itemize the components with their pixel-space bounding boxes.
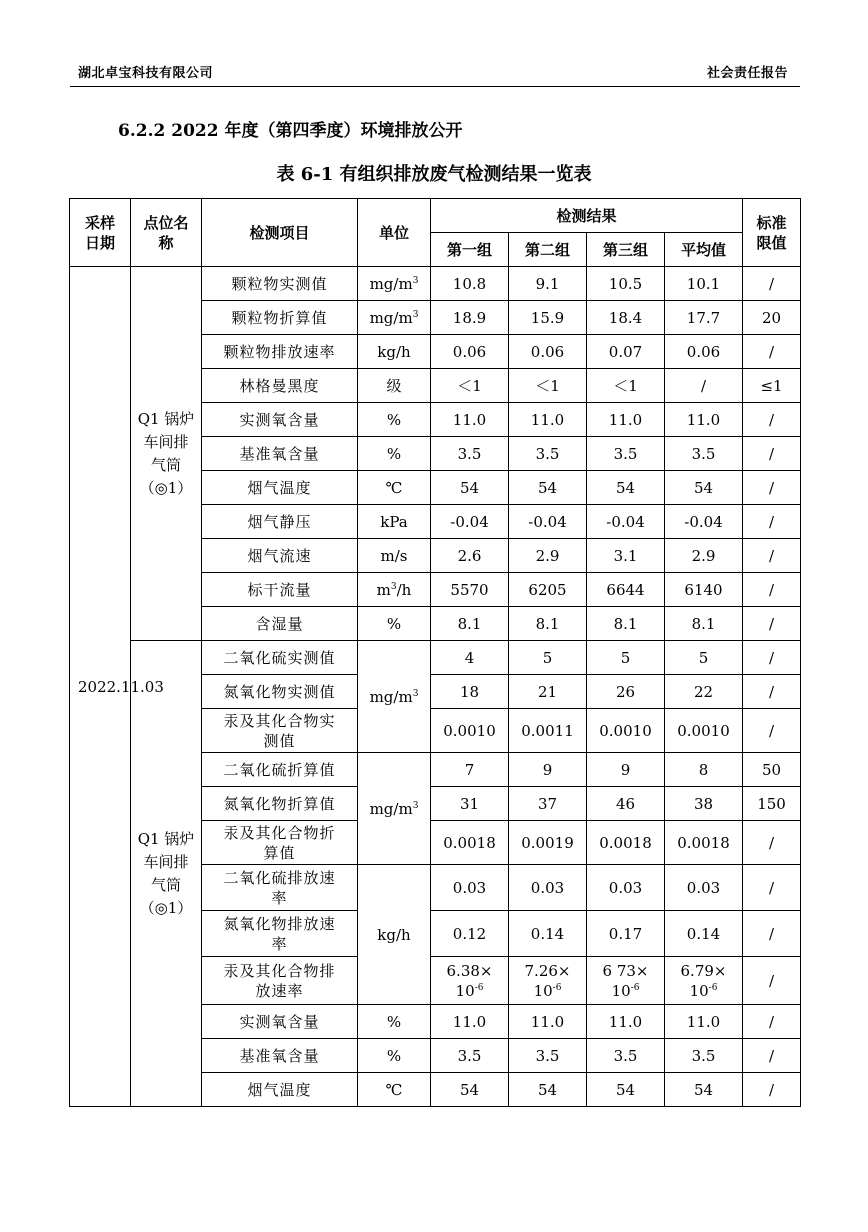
standard-limit: / [743, 957, 801, 1005]
value-g1: 2.6 [431, 539, 509, 573]
value-g2: 0.03 [509, 865, 587, 911]
value-g3: 18.4 [587, 301, 665, 335]
value-avg: 0.0010 [665, 709, 743, 753]
value-g3: -0.04 [587, 505, 665, 539]
value-g3: 6 73× $10^{-6}$ [587, 957, 665, 1005]
value-avg: 54 [665, 1073, 743, 1107]
value-avg: 6140 [665, 573, 743, 607]
value-g3: 0.17 [587, 911, 665, 957]
value-g1: 54 [431, 471, 509, 505]
item-name: 二氧化硫折算值 [202, 753, 358, 787]
value-g1: 10.8 [431, 267, 509, 301]
value-g2: 3.5 [509, 437, 587, 471]
value-g2: 0.14 [509, 911, 587, 957]
value-g2: 54 [509, 1073, 587, 1107]
value-g1: 11.0 [431, 403, 509, 437]
value-g3: 6644 [587, 573, 665, 607]
col-point: 点位名称 [131, 199, 202, 267]
value-g1: 8.1 [431, 607, 509, 641]
standard-limit: / [743, 675, 801, 709]
value-g1: 4 [431, 641, 509, 675]
value-g2: 9.1 [509, 267, 587, 301]
value-g2: 0.0019 [509, 821, 587, 865]
value-g3: 11.0 [587, 403, 665, 437]
value-avg: 8.1 [665, 607, 743, 641]
unit: $m^3/h$ [358, 573, 431, 607]
col-average: 平均值 [665, 233, 743, 267]
value-g2: 6205 [509, 573, 587, 607]
value-g3: 3.1 [587, 539, 665, 573]
sample-date: 2022.11.03 [70, 267, 131, 1107]
col-group-1: 第一组 [431, 233, 509, 267]
value-avg: 2.9 [665, 539, 743, 573]
value-g1: 0.03 [431, 865, 509, 911]
table-row [70, 641, 801, 675]
standard-limit: 150 [743, 787, 801, 821]
value-g3: 9 [587, 753, 665, 787]
value-g3: 26 [587, 675, 665, 709]
unit: % [358, 1005, 431, 1039]
value-g2: 2.9 [509, 539, 587, 573]
standard-limit: / [743, 641, 801, 675]
value-avg: / [665, 369, 743, 403]
col-group-2: 第二组 [509, 233, 587, 267]
value-g3: 3.5 [587, 1039, 665, 1073]
value-g2: -0.04 [509, 505, 587, 539]
col-date: 采样日期 [70, 199, 131, 267]
value-avg: 10.1 [665, 267, 743, 301]
item-name: 烟气流速 [202, 539, 358, 573]
value-avg: 3.5 [665, 437, 743, 471]
item-name: 氮氧化物排放速率 [202, 911, 358, 957]
standard-limit: / [743, 1073, 801, 1107]
value-g2: 11.0 [509, 1005, 587, 1039]
emission-results-table [69, 198, 801, 1107]
point-name-q1-b: Q1 锅炉车间排气筒（◎1） [131, 641, 202, 1107]
value-g1: 0.06 [431, 335, 509, 369]
unit: % [358, 607, 431, 641]
value-g3: 54 [587, 471, 665, 505]
unit: % [358, 1039, 431, 1073]
standard-limit: / [743, 1005, 801, 1039]
item-name: 含湿量 [202, 607, 358, 641]
value-g3: 8.1 [587, 607, 665, 641]
value-g1: 54 [431, 1073, 509, 1107]
value-g1: 0.12 [431, 911, 509, 957]
value-avg: 38 [665, 787, 743, 821]
value-g3: 46 [587, 787, 665, 821]
value-g2: 9 [509, 753, 587, 787]
item-name: 汞及其化合物实测值 [202, 709, 358, 753]
value-g3: ＜1 [587, 369, 665, 403]
item-name: 烟气温度 [202, 1073, 358, 1107]
value-avg: 8 [665, 753, 743, 787]
value-avg: 11.0 [665, 1005, 743, 1039]
unit: 级 [358, 369, 431, 403]
report-name: 社会责任报告 [706, 66, 788, 81]
standard-limit: / [743, 911, 801, 957]
unit: $mg/m^3$ [358, 301, 431, 335]
value-g3: 5 [587, 641, 665, 675]
unit: % [358, 437, 431, 471]
table-caption: 表 6-1 有组织排放废气检测结果一览表 [276, 164, 592, 185]
value-g2: 21 [509, 675, 587, 709]
standard-limit: / [743, 865, 801, 911]
unit: ℃ [358, 471, 431, 505]
value-g2: 54 [509, 471, 587, 505]
value-g2: 11.0 [509, 403, 587, 437]
point-name-q1-a: Q1 锅炉车间排气筒（◎1） [131, 267, 202, 641]
standard-limit: / [743, 267, 801, 301]
standard-limit: / [743, 709, 801, 753]
item-name: 颗粒物折算值 [202, 301, 358, 335]
value-g1: 0.0018 [431, 821, 509, 865]
col-group-3: 第三组 [587, 233, 665, 267]
value-avg: 0.0018 [665, 821, 743, 865]
standard-limit: / [743, 607, 801, 641]
item-name: 汞及其化合物折算值 [202, 821, 358, 865]
value-g2: 7.26× $10^{-6}$ [509, 957, 587, 1005]
item-name: 实测氧含量 [202, 1005, 358, 1039]
item-name: 氮氧化物折算值 [202, 787, 358, 821]
standard-limit: / [743, 335, 801, 369]
value-g1: 5570 [431, 573, 509, 607]
value-avg: 22 [665, 675, 743, 709]
item-name: 二氧化硫排放速率 [202, 865, 358, 911]
value-g2: ＜1 [509, 369, 587, 403]
header-divider [70, 86, 800, 87]
value-g3: 0.07 [587, 335, 665, 369]
value-g2: 15.9 [509, 301, 587, 335]
item-name: 烟气温度 [202, 471, 358, 505]
value-g1: 31 [431, 787, 509, 821]
value-g3: 10.5 [587, 267, 665, 301]
standard-limit: 20 [743, 301, 801, 335]
value-avg: 54 [665, 471, 743, 505]
value-g1: 6.38× $10^{-6}$ [431, 957, 509, 1005]
value-g1: 18 [431, 675, 509, 709]
col-unit: 单位 [358, 199, 431, 267]
value-avg: 11.0 [665, 403, 743, 437]
item-name: 林格曼黑度 [202, 369, 358, 403]
value-g1: ＜1 [431, 369, 509, 403]
unit: kPa [358, 505, 431, 539]
value-avg: 5 [665, 641, 743, 675]
value-g2: 37 [509, 787, 587, 821]
value-g1: 7 [431, 753, 509, 787]
value-g3: 0.0010 [587, 709, 665, 753]
value-g2: 5 [509, 641, 587, 675]
unit: % [358, 403, 431, 437]
item-name: 颗粒物排放速率 [202, 335, 358, 369]
value-g1: -0.04 [431, 505, 509, 539]
unit: ℃ [358, 1073, 431, 1107]
table-row [70, 267, 801, 301]
col-limit: 标准限值 [743, 199, 801, 267]
value-avg: 17.7 [665, 301, 743, 335]
standard-limit: ≤1 [743, 369, 801, 403]
value-g3: 0.03 [587, 865, 665, 911]
standard-limit: / [743, 505, 801, 539]
value-avg: 6.79× $10^{-6}$ [665, 957, 743, 1005]
value-g2: 3.5 [509, 1039, 587, 1073]
value-g1: 18.9 [431, 301, 509, 335]
value-g3: 11.0 [587, 1005, 665, 1039]
value-g1: 11.0 [431, 1005, 509, 1039]
value-avg: 0.06 [665, 335, 743, 369]
item-name: 实测氧含量 [202, 403, 358, 437]
unit: $mg/m^3$ [358, 641, 431, 753]
unit: $mg/m^3$ [358, 753, 431, 865]
item-name: 颗粒物实测值 [202, 267, 358, 301]
standard-limit: / [743, 573, 801, 607]
unit: $mg/m^3$ [358, 267, 431, 301]
value-avg: -0.04 [665, 505, 743, 539]
standard-limit: / [743, 1039, 801, 1073]
header-row-1 [70, 199, 801, 233]
value-g2: 8.1 [509, 607, 587, 641]
value-g3: 54 [587, 1073, 665, 1107]
value-g2: 0.06 [509, 335, 587, 369]
value-avg: 0.03 [665, 865, 743, 911]
item-name: 基准氧含量 [202, 1039, 358, 1073]
item-name: 标干流量 [202, 573, 358, 607]
value-g1: 3.5 [431, 437, 509, 471]
value-g1: 3.5 [431, 1039, 509, 1073]
value-avg: 3.5 [665, 1039, 743, 1073]
value-avg: 0.14 [665, 911, 743, 957]
value-g3: 0.0018 [587, 821, 665, 865]
value-g3: 3.5 [587, 437, 665, 471]
unit: kg/h [358, 335, 431, 369]
item-name: 氮氧化物实测值 [202, 675, 358, 709]
col-result: 检测结果 [431, 199, 743, 233]
item-name: 基准氧含量 [202, 437, 358, 471]
unit: kg/h [358, 865, 431, 1005]
company-name: 湖北卓宝科技有限公司 [78, 66, 214, 81]
standard-limit: / [743, 437, 801, 471]
value-g2: 0.0011 [509, 709, 587, 753]
value-g1: 0.0010 [431, 709, 509, 753]
standard-limit: / [743, 539, 801, 573]
standard-limit: / [743, 471, 801, 505]
standard-limit: 50 [743, 753, 801, 787]
section-title: 6.2.2 2022 年度（第四季度）环境排放公开 [118, 121, 463, 141]
standard-limit: / [743, 821, 801, 865]
item-name: 烟气静压 [202, 505, 358, 539]
standard-limit: / [743, 403, 801, 437]
item-name: 汞及其化合物排放速率 [202, 957, 358, 1005]
col-item: 检测项目 [202, 199, 358, 267]
unit: m/s [358, 539, 431, 573]
item-name: 二氧化硫实测值 [202, 641, 358, 675]
